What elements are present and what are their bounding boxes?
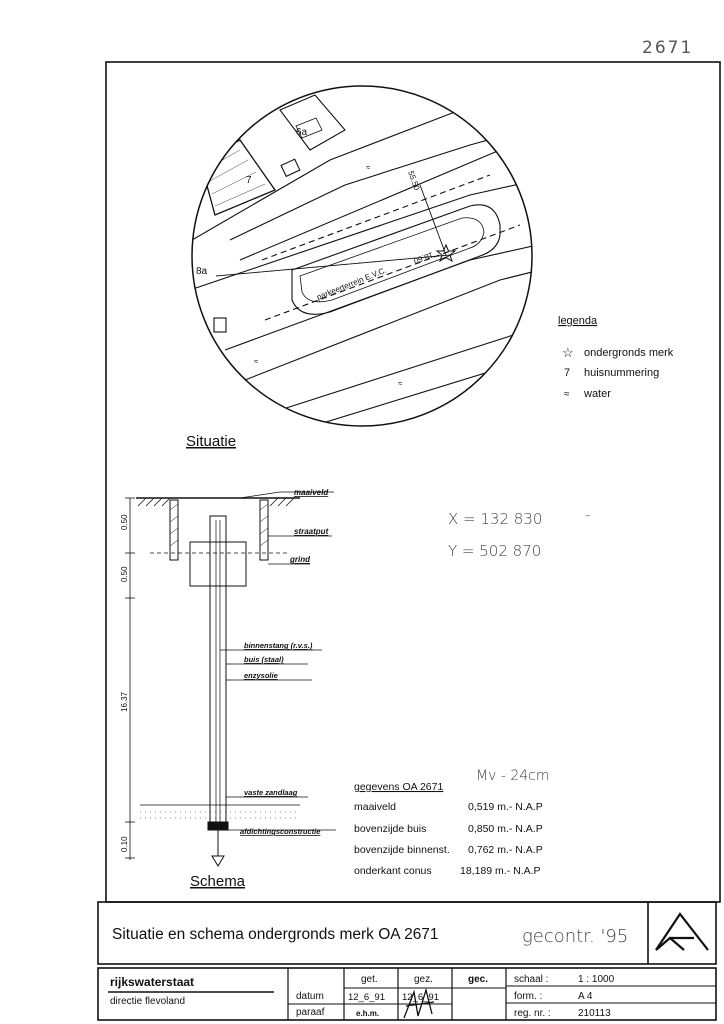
gegevens-handnote: Mv - 24cm [476, 768, 550, 784]
label-enzysolie: enzysolie [244, 671, 278, 680]
small-box [214, 318, 226, 332]
gez-datum: 12_6_91 [402, 992, 439, 1003]
gegevens-row-label: bovenzijde buis [354, 823, 427, 835]
conus-arrow-icon [212, 856, 224, 866]
schema-drawing [125, 492, 336, 866]
label-maaiveld: maaiveld [294, 488, 329, 497]
water-symbol-2: ≈ [254, 357, 259, 366]
small-shed [281, 159, 300, 176]
gegevens-row-label: maaiveld [354, 801, 397, 813]
page-number: 2671 [642, 38, 694, 58]
coord-dash: - [585, 506, 591, 524]
dim-050-top: 0.50 [120, 514, 129, 530]
dimension-18-60: 18.60 [412, 250, 435, 266]
form-label: form. : [514, 991, 543, 1002]
org-name: rijkswaterstaat [110, 975, 195, 989]
situatie-title: Situatie [186, 433, 237, 450]
legend-number-symbol: 7 [564, 367, 571, 379]
title-handnote: gecontr. '95 [522, 926, 629, 947]
col-get: get. [361, 974, 378, 985]
afdichtingsconstructie [208, 822, 228, 830]
gegevens-row-value: 0,519 m.- N.A.P [468, 801, 543, 813]
legend-star-icon: ☆ [562, 345, 574, 360]
row-datum-label: datum [296, 991, 324, 1002]
dim-1637: 16.37 [120, 691, 129, 712]
dim-010: 0.10 [120, 836, 129, 852]
legend-item-housenumber: huisnummering [584, 367, 660, 379]
gegevens-row-value: 0,850 m.- N.A.P [468, 823, 543, 835]
schema-title: Schema [190, 873, 246, 890]
label-vaste-zandlaag: vaste zandlaag [244, 788, 298, 797]
pipe-block [190, 542, 246, 586]
house-6a [280, 95, 345, 150]
org-dept: directie flevoland [110, 996, 186, 1007]
label-grind: grind [290, 555, 310, 564]
rws-logo-icon [656, 914, 708, 950]
gegevens-row-label: onderkant conus [354, 865, 432, 877]
coord-x: X = 132 830 [448, 510, 543, 528]
legend-title: legenda [558, 315, 598, 327]
main-title: Situatie en schema ondergronds merk OA 2671 [112, 926, 439, 943]
buis-pipe [210, 516, 226, 826]
gegevens-row-label: bovenzijde binnenst. [354, 844, 450, 856]
schaal-label: schaal : [514, 974, 549, 985]
label-buis: buis (staal) [244, 655, 284, 664]
legend-water-icon: ≈ [564, 389, 570, 400]
house-label-6a: 6a [296, 127, 308, 138]
parking-label: parkeerterrein E.V.C. [315, 265, 388, 302]
house-label-7: 7 [246, 175, 252, 186]
water-symbol-3: ≈ [398, 379, 403, 388]
coord-y: Y = 502 870 [448, 542, 542, 560]
gegevens-row-value: 18,189 m.- N.A.P [460, 865, 541, 877]
dimension-55-50: 55.50 [406, 169, 422, 192]
label-straatput: straatput [294, 527, 329, 536]
legend-item-water: water [584, 388, 611, 400]
form-value: A 4 [578, 991, 593, 1002]
dim-050-bottom: 0.50 [120, 566, 129, 582]
col-gec: gec. [468, 974, 489, 985]
water-symbol-1: ≈ [366, 163, 371, 172]
col-gez: gez. [414, 974, 433, 985]
row-paraaf-label: paraaf [296, 1007, 325, 1018]
schaal-value: 1 : 1000 [578, 974, 615, 985]
label-binnenstang: binnenstang (r.v.s.) [244, 641, 313, 650]
label-afdichtingsconstructie: afdichtingsconstructie [240, 827, 321, 836]
gegevens-title: gegevens OA 2671 [354, 781, 444, 793]
get-datum: 12_6_91 [348, 992, 385, 1003]
reg-value: 210113 [578, 1008, 611, 1019]
reg-label: reg. nr. : [514, 1008, 551, 1019]
gegevens-row-value: 0,762 m.- N.A.P [468, 844, 543, 856]
house-label-8a: 8a [196, 266, 208, 277]
get-paraaf: e.h.m. [356, 1009, 380, 1018]
legend-item-marker: ondergronds merk [584, 347, 674, 359]
